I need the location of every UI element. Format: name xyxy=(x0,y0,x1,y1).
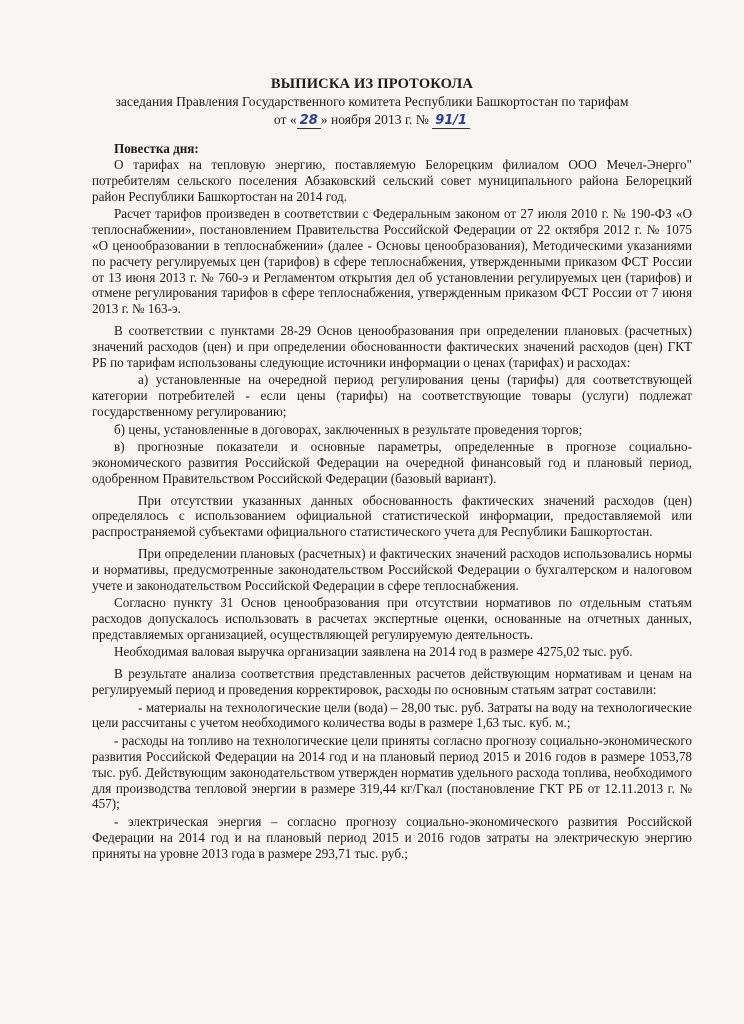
handwritten-day: 28 xyxy=(297,113,321,129)
cost-item-electricity: - электрическая энергия – согласно прогнозу социально-экономического развития Российской Федерации на 2014 год и на плановый период 2015 и 2016 годов затраты на электрическую энергию приняты на уровне 2013 года в размере 293,71 тыс. руб.; xyxy=(92,814,692,861)
list-item-c: в) прогнозные показатели и основные параметры, определенные в прогнозе социально-экономического развития Российской Федерации на очередной финансовый год и плановый период, одобренном Правительством Российской Федерации (базовый вариант). xyxy=(92,439,692,486)
document-body xyxy=(92,141,692,863)
list-item-b: б) цены, установленные в договорах, заключенных в результате проведения торгов; xyxy=(114,421,583,437)
paragraph-analysis: В результате анализа соответствия представленных расчетов действующим нормативам и ценам на регулируемый период и проведения корректировок, расходы по основным статьям затрат составили: xyxy=(92,666,692,697)
handwritten-protocol-number: 91/1 xyxy=(432,113,470,129)
list-item-a: а) установленные на очередной период регулирования цены (тарифы) для соответствующей категории потребителей - если цены (тарифы) на соответствующие товары (услуги) подлежат государственному регулированию; xyxy=(92,372,692,419)
date-suffix: » ноября 2013 г. № xyxy=(320,112,429,127)
agenda-text: О тарифах на тепловую энергию, поставляемую Белорецким филиалом ООО Мечел-Энерго" потребителям сельского поселения Абзаковский сельский совет муниципального района Белорецкий район Республики Башкортостан на 2014 год. xyxy=(92,156,692,204)
paragraph-pricing-sources: В соответствии с пунктами 28-29 Основ ценообразования при определении плановых (расчетных) значений расходов (цен) и при определении обоснованности фактических значений расходов (цен) ГКТ РБ по тарифам использованы следующие источники информации о ценах (тарифах) и расходах: xyxy=(92,322,692,370)
document-title: ВЫПИСКА ИЗ ПРОТОКОЛА xyxy=(270,76,474,92)
cost-item-fuel: - расходы на топливо на технологические цели приняты согласно прогнозу социально-экономического развития Российской Федерации на 2014 год и на плановый период 2015 и 2016 годов в размере 1053,78 тыс. руб. Действующим законодательством утвержден норматив удельного расхода топлива, необходимого для производства тепловой энергии в размере 319,44 кг/Гкал (постановление ГКТ РБ от 12.11.2013 г. № 457); xyxy=(92,733,692,812)
paragraph-statistics: При отсутствии указанных данных обоснованность фактических значений расходов (цен) определялось с использованием официальной статистической информации, предоставляемой или распространяемой субъектами официального статистического учета для Республики Башкортостан. xyxy=(92,492,692,540)
cost-item-materials: - материалы на технологические цели (вода) – 28,00 тыс. руб. Затраты на воду на технологические цели рассчитаны с учетом необходимого количества воды в размере 1,63 тыс. куб. м.; xyxy=(92,699,692,731)
protocol-dateline xyxy=(0,112,744,129)
paragraph-legal-basis: Расчет тарифов произведен в соответствии с Федеральным законом от 27 июля 2010 г. № 190-ФЗ «О теплоснабжении», постановлением Правительства Российской Федерации от 22 октября 2012 г. № 1075 «О ценообразовании в теплоснабжении» (далее - Основы ценообразования), Методическими указаниями по расчету регулируемых цен (тарифов) в сфере теплоснабжения, утвержденными приказом ФСТ России от 13 июня 2013 г. № 760-э и Регламентом открытия дел об установлении регулируемых цен (тарифов) и отмене регулирования тарифов в сфере теплоснабжения, утвержденным приказом ФСТ России от 7 июня 2013 г. № 163-э. xyxy=(92,206,692,317)
paragraph-norms: При определении плановых (расчетных) и фактических значений расходов использовались нормы и нормативы, предусмотренные законодательством Российской Федерации о бухгалтерском и налоговом учете и законодательством Российской Федерации в сфере теплоснабжения. xyxy=(92,545,692,593)
date-prefix: от « xyxy=(273,112,297,127)
document-subtitle: заседания Правления Государственного комитета Республики Башкортостан по тарифам xyxy=(115,94,629,109)
agenda-label: Повестка дня: xyxy=(114,141,199,156)
paragraph-expert-estimates: Согласно пункту 31 Основ ценообразования при отсутствии нормативов по отдельным статьям расходов допускалось использовать в расчетах экспертные оценки, основанные на отчетных данных, представляемых организацией, осуществляющей регулируемую деятельность. xyxy=(92,595,692,642)
paragraph-revenue: Необходимая валовая выручка организации заявлена на 2014 год в размере 4275,02 тыс. руб. xyxy=(114,644,633,660)
